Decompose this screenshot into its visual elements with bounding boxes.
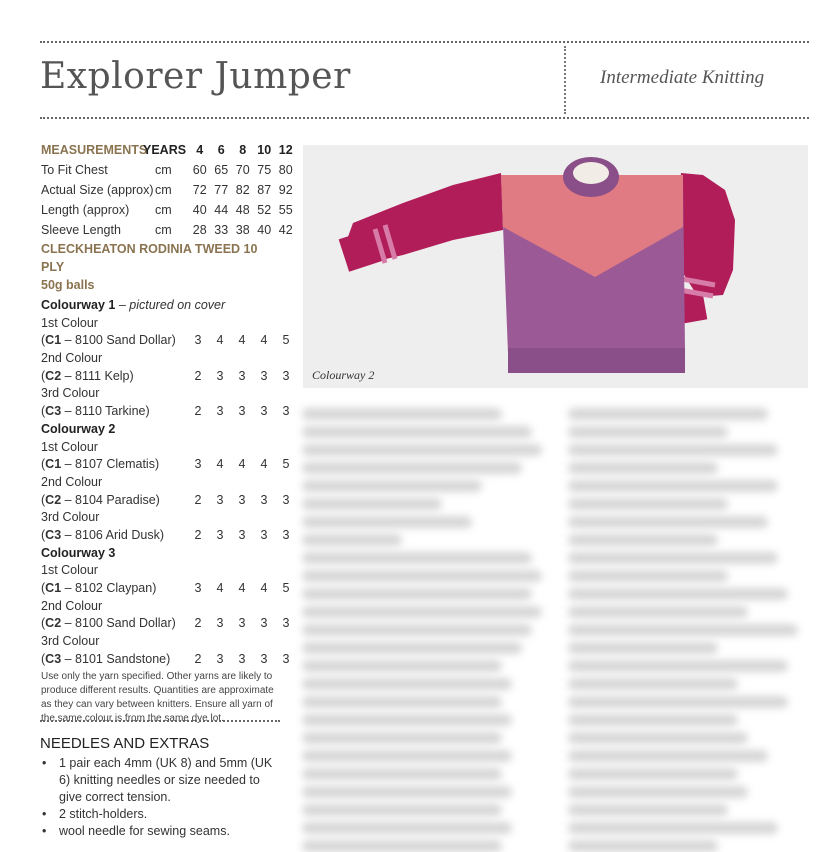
blurred-line — [568, 660, 788, 672]
ball-quantity: 3 — [282, 492, 290, 507]
colour-label: 3rd Colour — [41, 386, 100, 401]
colour-label: 3rd Colour — [41, 510, 100, 525]
measurements-table — [41, 160, 293, 240]
measurements-header — [41, 140, 293, 160]
blurred-line — [302, 696, 502, 708]
yarn-balls: 50g balls — [41, 278, 95, 292]
measurement-label: Length (approx) — [41, 203, 130, 217]
blurred-line — [568, 570, 728, 582]
measurement-values — [189, 180, 297, 200]
ball-quantity: 3 — [194, 581, 202, 595]
ball-quantity: 3 — [238, 404, 246, 419]
ball-quantity: 3 — [282, 651, 290, 666]
waist-rib — [508, 348, 685, 373]
blurred-line — [568, 624, 798, 636]
measurement-value: 80 — [278, 163, 293, 177]
needles-item: • wool needle for sewing seams. — [40, 823, 275, 840]
ball-quantities — [187, 403, 297, 421]
colour-code: C2 — [45, 368, 62, 383]
colour-shade-row: (C2 – 8100 Sand Dollar) 2 3 3 3 3 — [41, 615, 281, 633]
measurement-value: 44 — [214, 203, 229, 217]
blurred-line — [568, 444, 778, 456]
ball-quantity: 3 — [194, 457, 202, 472]
size-headers — [189, 140, 297, 160]
ball-quantity: 3 — [238, 368, 246, 383]
colourway-name: Colourway 3 — [41, 545, 116, 560]
measurement-value: 52 — [257, 203, 272, 217]
neck-opening — [573, 162, 609, 184]
ball-quantity: 5 — [282, 333, 290, 348]
colour-shade: – 8101 Sandstone) — [61, 651, 171, 666]
needles-item: • 2 stitch-holders. — [40, 806, 275, 823]
ball-quantity: 3 — [260, 616, 268, 631]
colour-shade-row: (C1 – 8102 Claypan) 3 4 4 4 5 — [41, 580, 281, 598]
measurement-value: 75 — [257, 163, 272, 177]
ball-quantity: 3 — [216, 651, 224, 666]
measurement-row — [41, 220, 293, 240]
colour-shade-row: (C3 – 8106 Arid Dusk) 2 3 3 3 3 — [41, 527, 281, 545]
colour-label: 2nd Colour — [41, 351, 103, 366]
measurement-value: 40 — [192, 203, 207, 217]
measurement-value: 70 — [235, 163, 250, 177]
colour-label: 2nd Colour — [41, 598, 103, 613]
ball-quantity: 4 — [216, 581, 224, 595]
measurement-values — [189, 200, 297, 220]
colour-shade-row: (C3 – 8101 Sandstone) 2 3 3 3 3 — [41, 651, 281, 669]
ball-quantities — [187, 456, 297, 474]
blurred-line — [568, 498, 728, 510]
ball-quantity: 2 — [194, 492, 202, 507]
measurement-value: 92 — [278, 183, 293, 197]
blurred-line — [302, 516, 472, 528]
ball-quantity: 3 — [216, 527, 224, 542]
blurred-line — [302, 660, 502, 672]
blurred-line — [302, 678, 512, 690]
blurred-line — [302, 804, 502, 816]
ball-quantity: 5 — [282, 457, 290, 472]
measurement-label: Actual Size (approx) — [41, 183, 154, 197]
blurred-line — [302, 768, 502, 780]
colour-shade-row: (C2 – 8104 Paradise) 2 3 3 3 3 — [41, 492, 281, 510]
blurred-line — [568, 552, 778, 564]
measurement-value: 40 — [257, 223, 272, 237]
size-header: 10 — [257, 143, 272, 157]
ball-quantities — [187, 332, 297, 350]
header-separator — [564, 46, 566, 114]
measurement-unit: cm — [155, 223, 172, 237]
blurred-line — [302, 570, 542, 582]
blurred-line — [302, 498, 442, 510]
colour-shade: – 8107 Clematis) — [61, 457, 160, 472]
measurement-row — [41, 180, 293, 200]
yarn-name: CLECKHEATON RODINIA TWEED 10 PLY — [41, 242, 258, 274]
colour-code: C1 — [45, 333, 62, 348]
blurred-line — [568, 408, 768, 420]
size-header: 4 — [196, 143, 204, 157]
blurred-line — [568, 588, 788, 600]
ball-quantity: 3 — [260, 492, 268, 507]
ball-quantity: 3 — [282, 527, 290, 542]
skill-level: Intermediate Knitting — [600, 67, 765, 88]
blurred-line — [568, 426, 728, 438]
ball-quantities — [187, 527, 297, 545]
colour-code: C1 — [45, 457, 62, 472]
ball-quantity: 4 — [238, 581, 246, 595]
measurement-value: 60 — [192, 163, 207, 177]
ball-quantity: 3 — [216, 404, 224, 419]
blurred-line — [568, 822, 778, 834]
ball-quantity: 3 — [282, 616, 290, 631]
blurred-line — [568, 840, 718, 852]
ball-quantity: 2 — [194, 404, 202, 419]
ball-quantity: 4 — [260, 581, 268, 595]
blurred-line — [302, 408, 502, 420]
ball-quantity: 2 — [194, 651, 202, 666]
ball-quantity: 4 — [260, 457, 268, 472]
measurement-value: 28 — [192, 223, 207, 237]
needles-heading: NEEDLES AND EXTRAS — [40, 735, 210, 752]
blurred-instructions — [298, 398, 818, 851]
colour-code: C2 — [45, 616, 62, 631]
colour-shade: – 8111 Kelp) — [61, 368, 134, 383]
colour-shade: – 8106 Arid Dusk) — [61, 527, 164, 542]
ball-quantities — [187, 368, 297, 386]
blurred-line — [568, 786, 748, 798]
blurred-line — [302, 426, 532, 438]
measurement-value: 55 — [278, 203, 293, 217]
colour-label: 1st Colour — [41, 563, 98, 578]
blurred-line — [568, 696, 788, 708]
ball-quantity: 4 — [238, 333, 246, 348]
blurred-line — [302, 588, 532, 600]
measurement-value: 33 — [214, 223, 229, 237]
colour-shade: – 8100 Sand Dollar) — [61, 616, 176, 631]
ball-quantity: 3 — [216, 616, 224, 631]
measurement-value: 87 — [257, 183, 272, 197]
measurement-unit: cm — [155, 183, 172, 197]
colour-shade-row: (C3 – 8110 Tarkine) 2 3 3 3 3 — [41, 403, 281, 421]
size-header: 8 — [239, 143, 247, 157]
ball-quantity: 3 — [238, 651, 246, 666]
blurred-line — [302, 606, 542, 618]
ball-quantity: 4 — [238, 457, 246, 472]
blurred-line — [568, 750, 768, 762]
size-header: 6 — [217, 143, 225, 157]
ball-quantity: 3 — [260, 651, 268, 666]
measurement-value: 38 — [235, 223, 250, 237]
blurred-line — [302, 462, 522, 474]
ball-quantity: 2 — [194, 616, 202, 631]
ball-quantity: 3 — [238, 616, 246, 631]
colour-code: C3 — [45, 404, 62, 419]
yarn-note: Use only the yarn specified. Other yarns are likely to produce different results. Quantities are approximate as they can vary between knitters. Ensure all yarn of the same colour is from the same dye lot. — [41, 671, 274, 725]
blurred-line — [568, 714, 738, 726]
colour-code: C3 — [45, 527, 62, 542]
blurred-line — [568, 804, 728, 816]
colour-code: C3 — [45, 651, 62, 666]
measurement-values — [189, 220, 297, 240]
blurred-line — [568, 732, 748, 744]
measurement-unit: cm — [155, 163, 172, 177]
blurred-line — [568, 678, 738, 690]
blurred-line — [568, 480, 778, 492]
colour-label: 1st Colour — [41, 315, 98, 330]
blurred-line — [302, 732, 502, 744]
blurred-line — [302, 840, 502, 852]
ball-quantity: 4 — [260, 333, 268, 348]
colour-label: 2nd Colour — [41, 474, 103, 489]
ball-quantity: 3 — [238, 527, 246, 542]
ball-quantities — [187, 492, 297, 510]
years-label: YEARS — [143, 143, 187, 157]
measurement-label: To Fit Chest — [41, 163, 108, 177]
ball-quantity: 3 — [216, 368, 224, 383]
needles-item: • 1 pair each 4mm (UK 8) and 5mm (UK 6) knitting needles or size needed to give correct tension. — [40, 755, 275, 806]
measurement-value: 77 — [214, 183, 229, 197]
blurred-line — [302, 480, 482, 492]
colourway-title — [41, 297, 281, 315]
ball-quantity: 3 — [282, 404, 290, 419]
blurred-line — [568, 534, 718, 546]
blurred-line — [302, 786, 512, 798]
sweater-photo — [303, 145, 808, 388]
colourway-title — [41, 421, 281, 439]
colour-shade: – 8100 Sand Dollar) — [61, 333, 176, 348]
measurement-row — [41, 200, 293, 220]
photo-caption: Colourway 2 — [312, 368, 375, 382]
ball-quantity: 3 — [238, 492, 246, 507]
blurred-line — [302, 624, 532, 636]
ball-quantity: 3 — [260, 368, 268, 383]
ball-quantities — [187, 651, 297, 669]
blurred-line — [302, 534, 402, 546]
top-dotted-rule — [40, 41, 809, 43]
measurement-unit: cm — [155, 203, 172, 217]
measurement-value: 48 — [235, 203, 250, 217]
measurement-value: 72 — [192, 183, 207, 197]
measurement-value: 65 — [214, 163, 229, 177]
colour-shade-row: (C1 – 8107 Clematis) 3 4 4 4 5 — [41, 456, 281, 474]
ball-quantity: 3 — [260, 527, 268, 542]
blurred-line — [302, 642, 522, 654]
ball-quantity: 3 — [216, 492, 224, 507]
ball-quantity: 3 — [194, 333, 202, 348]
colourway-note: pictured on cover — [129, 298, 226, 312]
colour-label: 1st Colour — [41, 439, 98, 454]
blurred-line — [568, 516, 768, 528]
colourway-title — [41, 545, 281, 563]
blurred-line — [568, 462, 718, 474]
colour-code: C1 — [45, 581, 62, 595]
ball-quantity: 5 — [282, 581, 290, 595]
colour-shade-row: (C1 – 8100 Sand Dollar) 3 4 4 4 5 — [41, 332, 281, 350]
ball-quantity: 3 — [260, 404, 268, 419]
materials-column — [41, 140, 293, 726]
blurred-line — [302, 714, 512, 726]
ball-quantity: 2 — [194, 527, 202, 542]
blurred-line — [568, 606, 748, 618]
measurement-label: Sleeve Length — [41, 223, 121, 237]
measurement-value: 42 — [278, 223, 293, 237]
measurement-row — [41, 160, 293, 180]
colourway-note-dash: – — [118, 298, 126, 312]
ball-quantity: 2 — [194, 368, 202, 383]
colour-shade-row: (C2 – 8111 Kelp) 2 3 3 3 3 — [41, 368, 281, 386]
page-title: Explorer Jumper — [40, 56, 351, 97]
colour-label: 3rd Colour — [41, 634, 100, 649]
colour-shade: – 8104 Paradise) — [61, 492, 160, 507]
colour-shade: – 8102 Claypan) — [61, 581, 157, 595]
blurred-line — [302, 444, 542, 456]
ball-quantities — [187, 615, 297, 633]
measurements-heading: MEASUREMENTS — [41, 143, 148, 157]
blurred-line — [302, 750, 512, 762]
needles-list — [40, 755, 275, 840]
ball-quantity: 3 — [282, 368, 290, 383]
blurred-line — [568, 768, 738, 780]
colour-shade: – 8110 Tarkine) — [61, 404, 150, 419]
colourway-list — [41, 297, 290, 668]
left-section-rule — [40, 720, 280, 722]
blurred-line — [302, 822, 512, 834]
ball-quantity: 4 — [216, 457, 224, 472]
colourway-name: Colourway 1 — [41, 298, 116, 312]
blurred-line — [302, 552, 532, 564]
size-header: 12 — [278, 143, 293, 157]
sweater-illustration — [303, 145, 808, 388]
ball-quantity: 4 — [216, 333, 224, 348]
colour-code: C2 — [45, 492, 62, 507]
blurred-line — [568, 642, 718, 654]
measurement-values — [189, 160, 297, 180]
ball-quantities — [187, 580, 297, 598]
measurement-value: 82 — [235, 183, 250, 197]
colourway-name: Colourway 2 — [41, 421, 116, 436]
header-bottom-rule — [40, 117, 809, 119]
